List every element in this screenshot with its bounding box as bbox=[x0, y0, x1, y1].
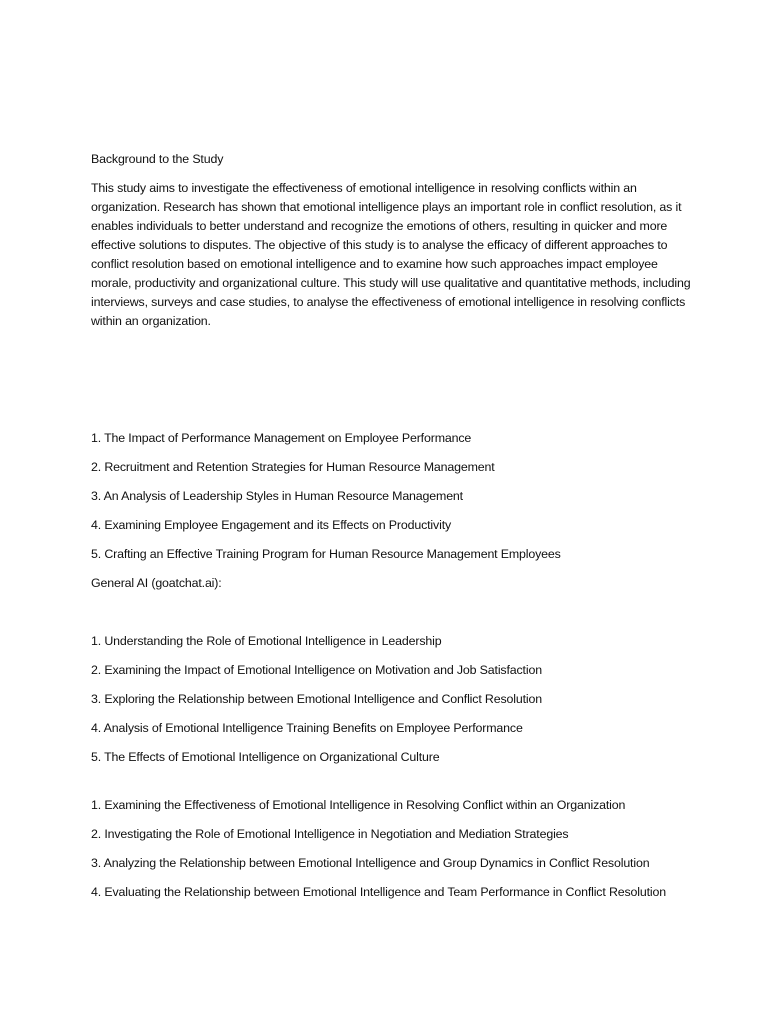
list-item: 5. The Effects of Emotional Intelligence on Organizational Culture bbox=[91, 750, 440, 764]
topic-list-hr bbox=[91, 429, 691, 564]
list-item: 4. Analysis of Emotional Intelligence Training Benefits on Employee Performance bbox=[91, 721, 523, 735]
list-item: 3. An Analysis of Leadership Styles in Human Resource Management bbox=[91, 489, 463, 503]
list-item: 1. Understanding the Role of Emotional Intelligence in Leadership bbox=[91, 634, 442, 648]
list-item: 1. The Impact of Performance Management on Employee Performance bbox=[91, 431, 472, 445]
section-heading: Background to the Study bbox=[91, 152, 224, 166]
topic-list-ei bbox=[91, 632, 691, 767]
list-item: 2. Recruitment and Retention Strategies for Human Resource Management bbox=[91, 460, 495, 474]
topic-list-conflict bbox=[91, 796, 691, 902]
list-item: 5. Crafting an Effective Training Program for Human Resource Management Employees bbox=[91, 547, 561, 561]
list-item: 4. Evaluating the Relationship between Emotional Intelligence and Team Performance in Conflict Resolution bbox=[91, 885, 666, 899]
list-item: 2. Examining the Impact of Emotional Intelligence on Motivation and Job Satisfaction bbox=[91, 663, 542, 677]
list-item: 3. Exploring the Relationship between Emotional Intelligence and Conflict Resolution bbox=[91, 692, 542, 706]
list-item: 2. Investigating the Role of Emotional Intelligence in Negotiation and Mediation Strategies bbox=[91, 827, 569, 841]
document-content bbox=[91, 150, 691, 912]
list-item: 1. Examining the Effectiveness of Emotional Intelligence in Resolving Conflict within an Organization bbox=[91, 798, 626, 812]
list-item: 3. Analyzing the Relationship between Emotional Intelligence and Group Dynamics in Conflict Resolution bbox=[91, 856, 650, 870]
list-item: 4. Examining Employee Engagement and its Effects on Productivity bbox=[91, 518, 452, 532]
source-label: General AI (goatchat.ai): bbox=[91, 576, 222, 590]
background-paragraph: This study aims to investigate the effectiveness of emotional intelligence in resolving conflicts within an organization. Research has shown that emotional intelligence plays an important role in conflict resolution, as it enables individuals to better understand and recognize the emotions of others, resulting in quicker and more effective solutions to disputes. The objective of this study is to analyse the efficacy of different approaches to conflict resolution based on emotional intelligence and to examine how such approaches impact employee morale, productivity and organizational culture. This study will use qualitative and quantitative methods, including interviews, surveys and case studies, to analyse the effectiveness of emotional intelligence in resolving conflicts within an organization. bbox=[91, 181, 691, 328]
